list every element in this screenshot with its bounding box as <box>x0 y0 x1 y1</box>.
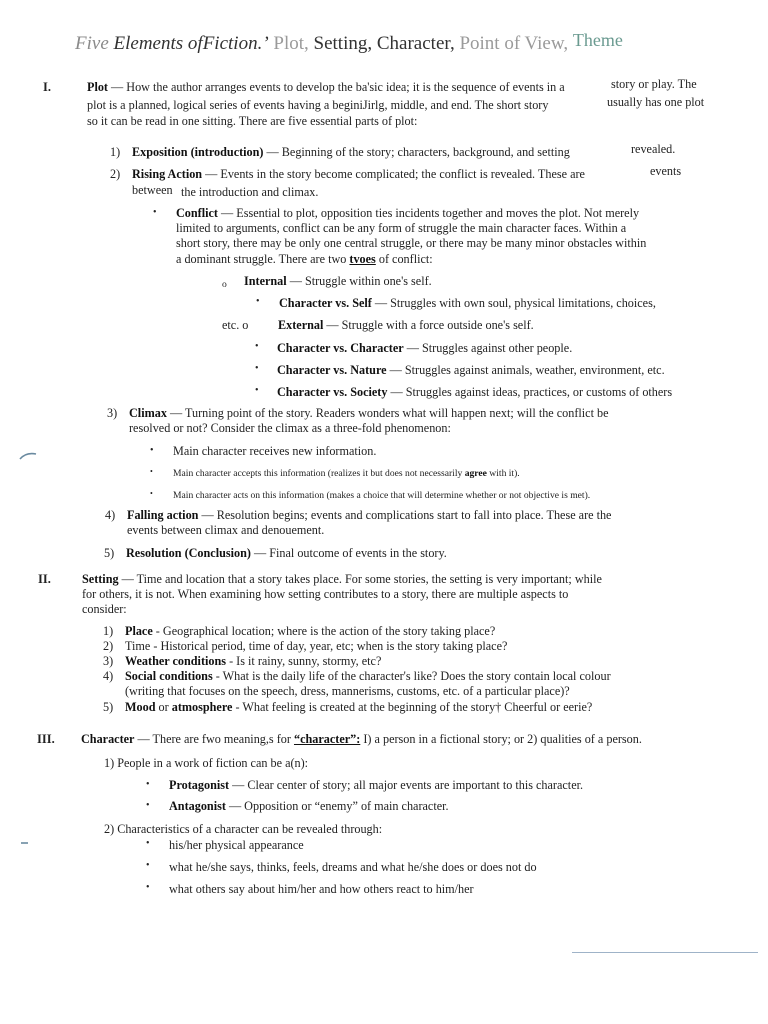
setting-item-place: Place - Geographical location; where is the action of the story taking place? <box>125 624 496 638</box>
climax-line-2: resolved or not? Consider the climax as a three-fold phenomenon: <box>129 421 451 435</box>
rising-line-2b: the introduction and climax. <box>181 185 319 199</box>
exposition-item: Exposition (introduction) — Beginning of the story; characters, background, and setting <box>132 145 570 159</box>
bullet-icon: • <box>255 341 259 352</box>
conflict-line-4: a dominant struggle. There are two tvoes of conflict: <box>176 252 433 266</box>
bullet-icon: • <box>146 779 150 790</box>
protagonist-item: Protagonist — Clear center of story; all major events are important to this character. <box>169 778 584 792</box>
external-conflict: External — Struggle with a force outside one's self. <box>278 318 534 332</box>
resolution-num: 5) <box>104 546 115 560</box>
margin-mark <box>20 840 30 846</box>
exposition-num: 1) <box>110 145 121 159</box>
falling-line-1: Falling action — Resolution begins; events and complications start to fall into place. These are the <box>127 508 612 522</box>
bullet-icon: • <box>255 363 259 374</box>
antagonist-item: Antagonist — Opposition or “enemy” of main character. <box>169 799 449 813</box>
falling-num: 4) <box>105 508 116 522</box>
setting-item-num: 3) <box>103 654 114 668</box>
character-sub-2: 2) Characteristics of a character can be revealed through: <box>104 822 383 836</box>
resolution-item: Resolution (Conclusion) — Final outcome of events in the story. <box>126 546 447 560</box>
section-numeral-plot: I. <box>43 80 51 94</box>
setting-item-num: 5) <box>103 700 114 714</box>
rising-tail: events <box>650 164 682 178</box>
climax-num: 3) <box>107 406 118 420</box>
bullet-icon: • <box>150 489 153 498</box>
bullet-icon: • <box>150 445 154 456</box>
setting-line-1: Setting — Time and location that a story takes place. For some stories, the setting is very important; while <box>82 572 602 586</box>
etc-marker: etc. o <box>222 318 249 332</box>
setting-item-weather: Weather conditions - Is it rainy, sunny, stormy, etc? <box>125 654 382 668</box>
conflict-line-1: Conflict — Essential to plot, opposition ties incidents together and moves the plot. Not merely <box>176 206 640 220</box>
plot-intro-line-1: Plot — How the author arranges events to develop the ba'sic idea; it is the sequence of events in a <box>87 80 565 94</box>
trait-item: what others say about him/her and how others react to him/her <box>169 882 474 896</box>
footer-rule <box>572 952 758 953</box>
setting-item-social: Social conditions - What is the daily life of the character's like? Does the story contain local colour <box>125 669 611 683</box>
bullet-icon: • <box>146 860 150 871</box>
setting-line-2: for others, it is not. When examining how setting contributes to a story, there are multiple aspects to <box>82 587 569 601</box>
rising-line-2a: between <box>132 183 173 197</box>
internal-conflict: Internal — Struggle within one's self. <box>244 274 432 288</box>
plot-intro-line-1-tail: story or play. The <box>611 77 697 91</box>
conflict-line-2: limited to arguments, conflict can be any form of struggle the main character faces. Within a <box>176 221 627 235</box>
conflict-line-3: short story, there may be only one central struggle, or there may be many minor obstacles within <box>176 236 647 250</box>
setting-item-mood: Mood or atmosphere - What feeling is created at the beginning of the story† Cheerful or eerie? <box>125 700 593 714</box>
bullet-icon: • <box>255 385 259 396</box>
bullet-icon: • <box>150 467 153 476</box>
section-numeral-character: III. <box>37 732 55 746</box>
plot-intro-line-2-tail: usually has one plot <box>607 95 705 109</box>
falling-line-2: events between climax and denouement. <box>127 523 325 537</box>
trait-item: what he/she says, thinks, feels, dreams and what he/she does or does not do <box>169 860 537 874</box>
climax-bullet-2: Main character accepts this information (realizes it but does not necessarily agree with it). <box>173 468 520 479</box>
setting-item-num: 1) <box>103 624 114 638</box>
circle-bullet-icon: o <box>222 279 227 290</box>
trait-item: his/her physical appearance <box>169 838 304 852</box>
climax-bullet-3: Main character acts on this information (makes a choice that will determine whether or not objective is met). <box>173 490 591 501</box>
setting-item-social-cont: (writing that focuses on the speech, dress, mannerisms, customs, etc. of a particular place)? <box>125 684 570 698</box>
character-vs-character: Character vs. Character — Struggles against other people. <box>277 341 573 355</box>
climax-line-1: Climax — Turning point of the story. Readers wonders what will happen next; will the conflict be <box>129 406 609 420</box>
character-sub-1: 1) People in a work of fiction can be a(n): <box>104 756 309 770</box>
rising-num: 2) <box>110 167 121 181</box>
setting-line-3: consider: <box>82 602 127 616</box>
setting-item-num: 2) <box>103 639 114 653</box>
rising-item: Rising Action — Events in the story become complicated; the conflict is revealed. These are <box>132 167 585 181</box>
character-line-1: Character — There are fwo meaning,s for “character”: I) a person in a fictional story; or 2) qualities of a person. <box>81 732 642 746</box>
exposition-tail: revealed. <box>631 142 676 156</box>
character-vs-nature: Character vs. Nature — Struggles against animals, weather, environment, etc. <box>277 363 665 377</box>
bullet-icon: • <box>146 882 150 893</box>
bullet-icon: • <box>153 207 157 218</box>
bullet-icon: • <box>146 838 150 849</box>
setting-item-num: 4) <box>103 669 114 683</box>
bullet-icon: • <box>256 296 260 307</box>
page-title: Five Elements ofFiction.’ Plot, Setting, Character, Point of View, Theme <box>75 30 623 54</box>
climax-bullet-1: Main character receives new information. <box>173 444 377 458</box>
character-vs-society: Character vs. Society — Struggles against ideas, practices, or customs of others <box>277 385 673 399</box>
section-numeral-setting: II. <box>38 572 51 586</box>
plot-intro-line-3: so it can be read in one sitting. There are five essential parts of plot: <box>87 114 418 128</box>
plot-intro-line-2: plot is a planned, logical series of events having a beginiJirlg, middle, and end. The short story <box>87 98 549 112</box>
setting-item-time: Time - Historical period, time of day, year, etc; when is the story taking place? <box>125 639 508 653</box>
bullet-icon: • <box>146 800 150 811</box>
margin-mark <box>18 450 38 462</box>
character-vs-self: Character vs. Self — Struggles with own soul, physical limitations, choices, <box>279 296 656 310</box>
